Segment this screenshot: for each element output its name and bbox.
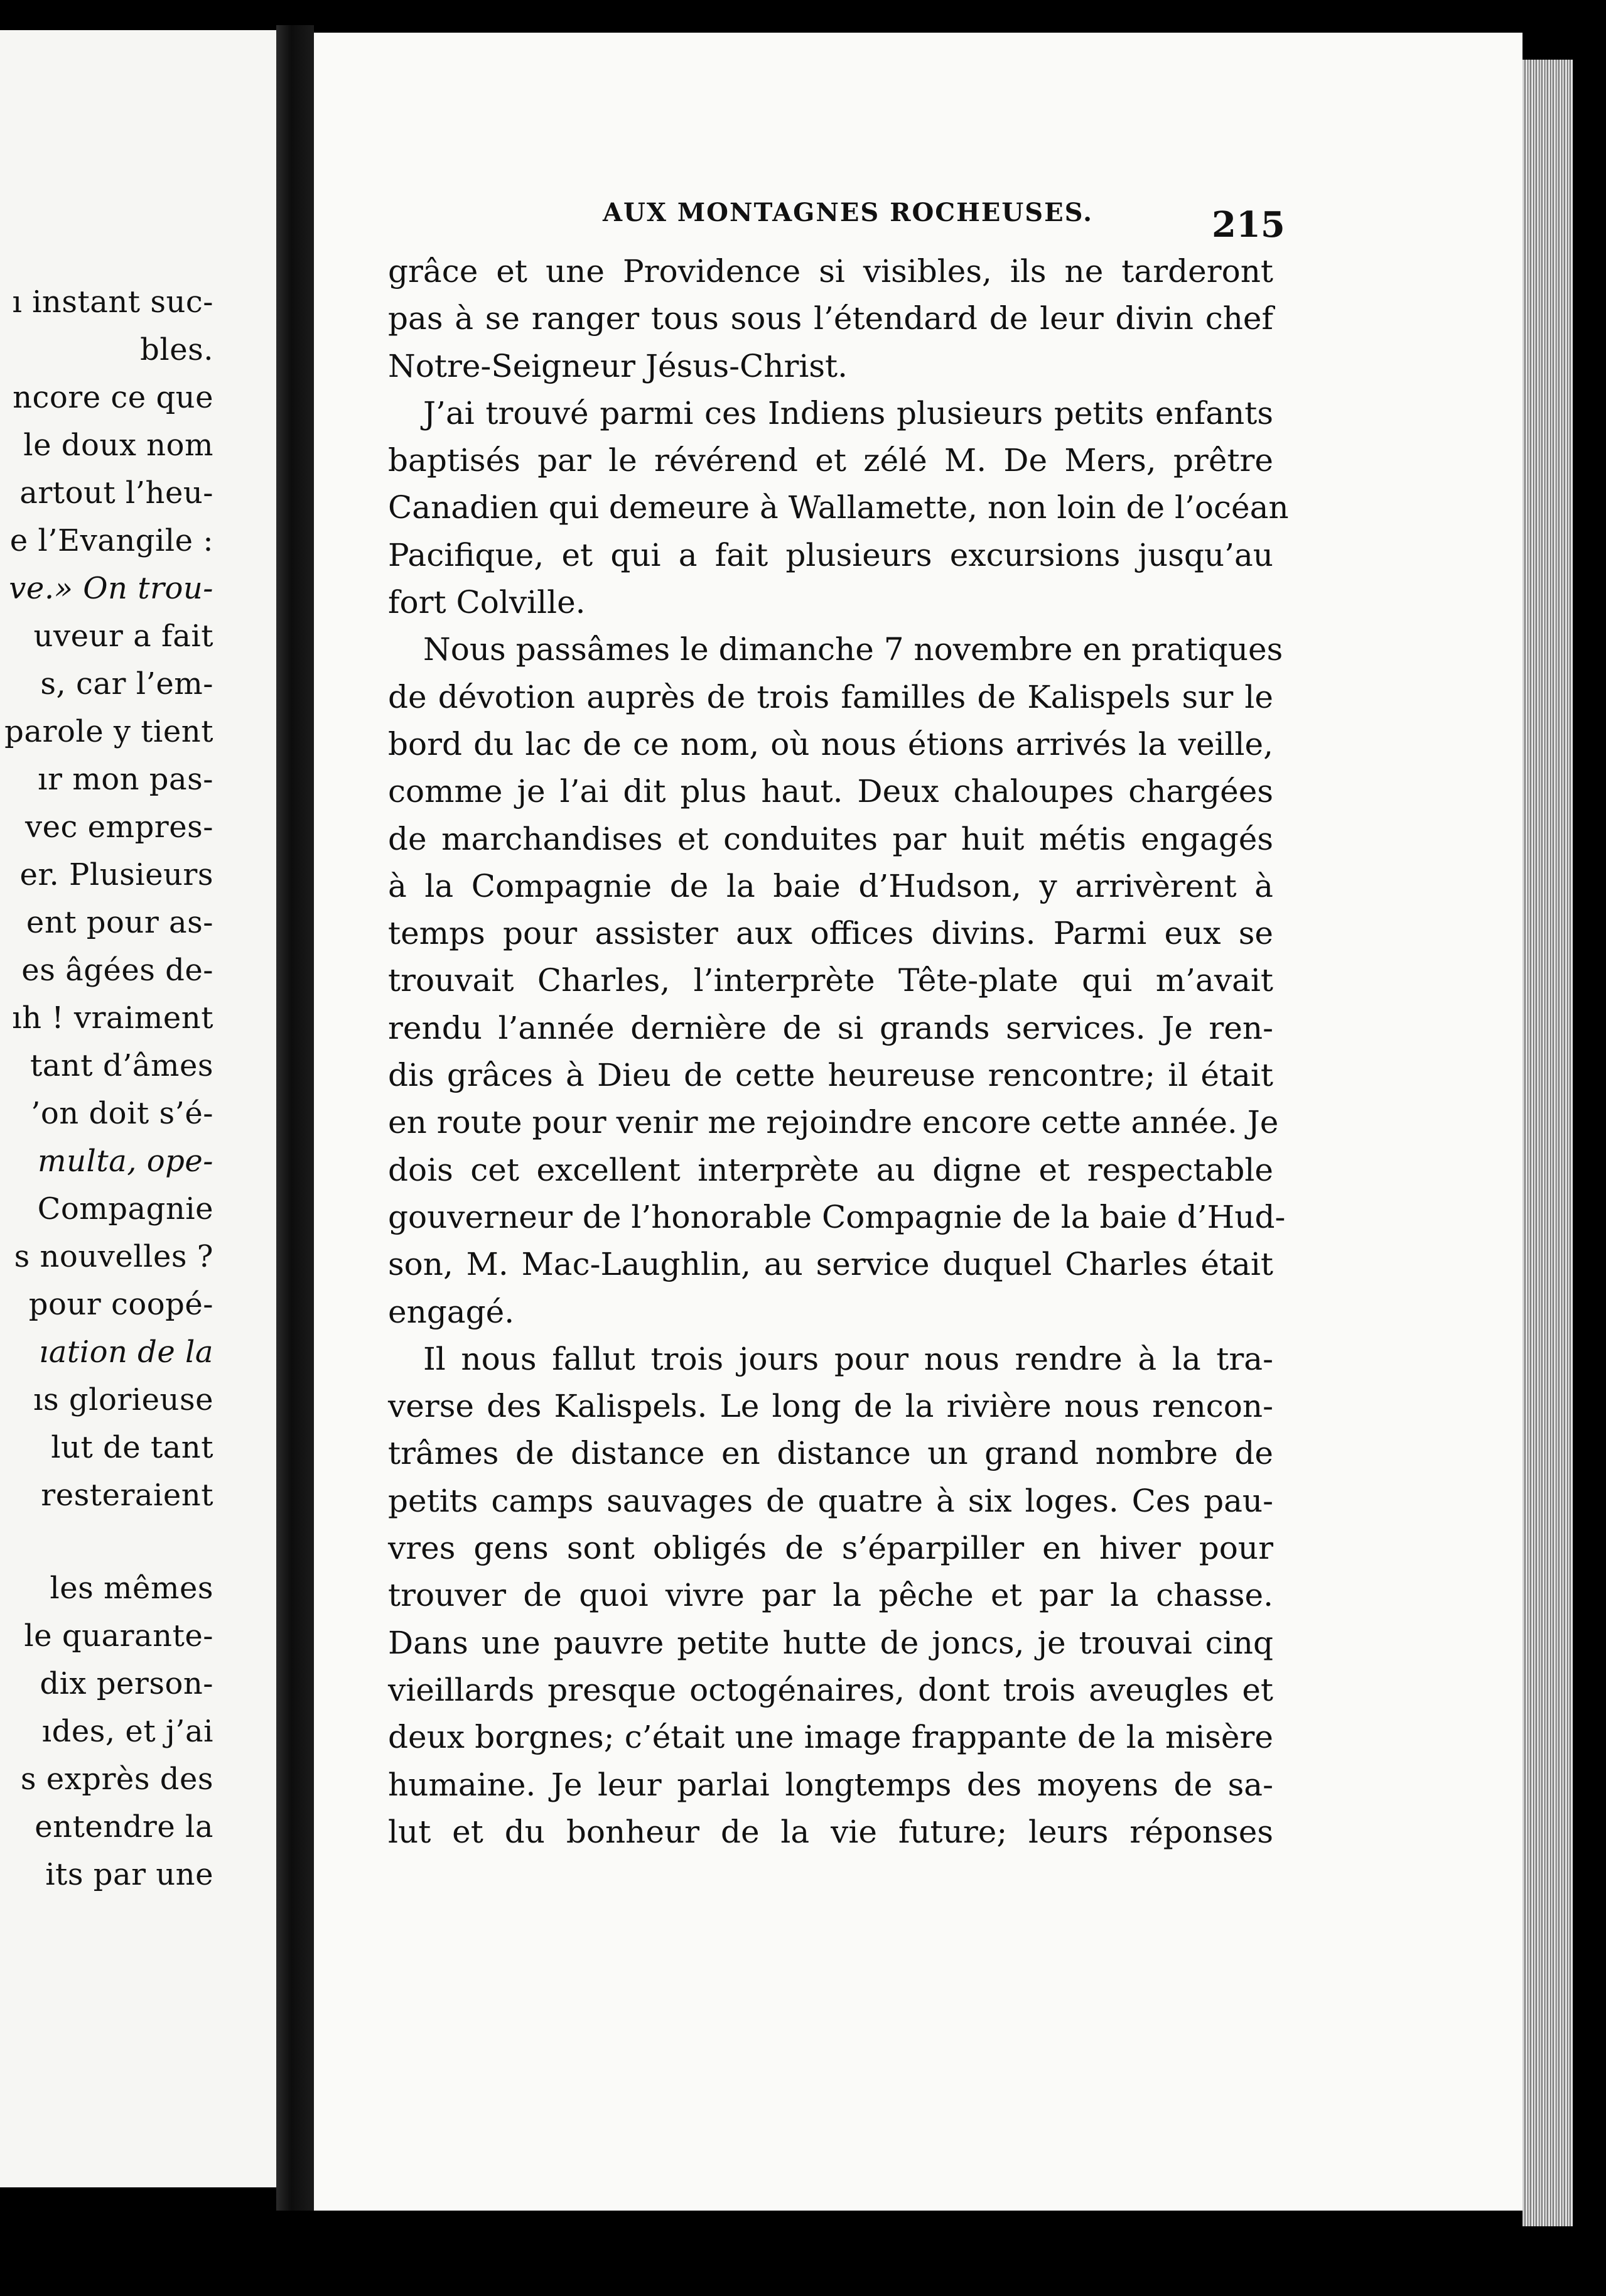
left-line: s exprès des [20,1762,213,1797]
left-line: er. Plusieurs [19,857,213,892]
left-line: ı instant suc- [12,284,213,320]
text-line: trouver de quoi vivre par la pêche et par la chasse. [388,1577,1273,1614]
left-page [0,30,276,2187]
left-line: ır mon pas- [38,762,213,797]
text-line: à la Compagnie de la baie d’Hudson, y arrivèrent à [388,867,1273,904]
left-line: lut de tant [51,1430,213,1465]
text-line: vieillards presque octogénaires, dont trois aveugles et [388,1671,1273,1708]
left-line: ıh ! vraiment [12,1000,213,1036]
text-line: deux borgnes; c’était une image frappante de la misère [388,1719,1273,1756]
left-line: its par une [45,1857,213,1892]
page-number: 215 [1212,204,1285,246]
left-line: bles. [140,332,213,367]
left-line: Compagnie [37,1191,213,1227]
text-line: baptisés par le révérend et zélé M. De Mers, prêtre [388,442,1273,479]
text-line: verse des Kalispels. Le long de la rivière nous rencon- [388,1388,1273,1425]
text-line: fort Colville. [388,584,586,621]
text-line: Nous passâmes le dimanche 7 novembre en pratiques [423,631,1283,668]
text-line: temps pour assister aux offices divins. Parmi eux se [388,915,1273,952]
text-line: son, M. Mac-Laughlin, au service duquel Charles était [388,1246,1273,1283]
text-line: petits camps sauvages de quatre à six loges. Ces pau- [388,1482,1273,1519]
left-line: le quarante- [24,1618,213,1654]
text-line: en route pour venir me rejoindre encore cette année. Je [388,1104,1279,1141]
page-edge-shadow [1573,38,1606,2236]
text-line: dis grâces à Dieu de cette heureuse rencontre; il était [388,1057,1273,1094]
text-line: vres gens sont obligés de s’éparpiller en hiver pour [388,1530,1273,1567]
left-line: les mêmes [50,1571,213,1606]
left-line: parole y tient [4,714,213,749]
left-line: ıation de la [38,1335,213,1370]
left-line: pour coopé- [28,1287,213,1322]
left-line: le doux nom [23,428,213,463]
text-line: Dans une pauvre petite hutte de joncs, je trouvai cinq [388,1624,1273,1661]
left-line: es âgées de- [21,953,213,988]
left-line: ncore ce que [13,380,213,415]
text-line: bord du lac de ce nom, où nous étions arrivés la veille, [388,725,1273,762]
left-line: ıdes, et j’ai [41,1714,213,1749]
text-line: trouvait Charles, l’interprète Tête-plate qui m’avait [388,962,1273,999]
left-line: entendre la [35,1809,213,1844]
text-line: dois cet excellent interprète au digne et respectable [388,1151,1273,1188]
left-line: uveur a fait [33,619,213,654]
text-line: pas à se ranger tous sous l’étendard de leur divin chef [388,300,1273,337]
text-line: Pacifique, et qui a fait plusieurs excursions jusqu’au [388,536,1273,573]
text-line: engagé. [388,1293,515,1330]
left-line: vec empres- [24,810,213,845]
text-line: Notre-Seigneur Jésus-Christ. [388,347,848,384]
left-line: tant d’âmes [30,1048,213,1083]
text-line: humaine. Je leur parlai longtemps des moyens de sa- [388,1766,1273,1803]
left-line: s, car l’em- [40,666,213,701]
left-line: multa, ope- [38,1144,213,1179]
left-line: ’on doit s’é- [31,1096,213,1131]
text-line: de dévotion auprès de trois familles de Kalispels sur le [388,678,1273,715]
text-line: rendu l’année dernière de si grands services. Je ren- [388,1009,1273,1046]
left-line: s nouvelles ? [14,1239,213,1274]
text-line: J’ai trouvé parmi ces Indiens plusieurs petits enfants [423,394,1273,431]
left-line: dix person- [40,1666,213,1701]
left-line: ent pour as- [26,905,213,940]
text-line: Canadien qui demeure à Wallamette, non loin de l’océan [388,489,1289,526]
text-line: comme je l’ai dit plus haut. Deux chaloupes chargées [388,773,1273,810]
left-line-blank [0,1519,213,1564]
text-line: trâmes de distance en distance un grand nombre de [388,1435,1273,1472]
left-line: e l’Evangile : [9,523,213,558]
text-line: grâce et une Providence si visibles, ils ne tarderont [388,253,1273,290]
book-gutter [276,25,314,2211]
page-edge [1522,60,1573,2226]
body-text [388,248,1289,1856]
left-line: ve.» On trou- [9,571,213,606]
left-line: ıs glorieuse [33,1382,213,1417]
text-line: Il nous fallut trois jours pour nous rendre à la tra- [423,1340,1273,1377]
running-head: AUX MONTAGNES ROCHEUSES. [603,198,1094,227]
left-line: resteraient [41,1478,213,1513]
left-page-text [0,278,213,1898]
text-line: de marchandises et conduites par huit métis engagés [388,820,1273,857]
text-line: lut et du bonheur de la vie future; leurs réponses [388,1813,1273,1850]
left-line: artout l’heu- [19,475,213,511]
text-line: gouverneur de l’honorable Compagnie de la baie d’Hud- [388,1198,1286,1235]
